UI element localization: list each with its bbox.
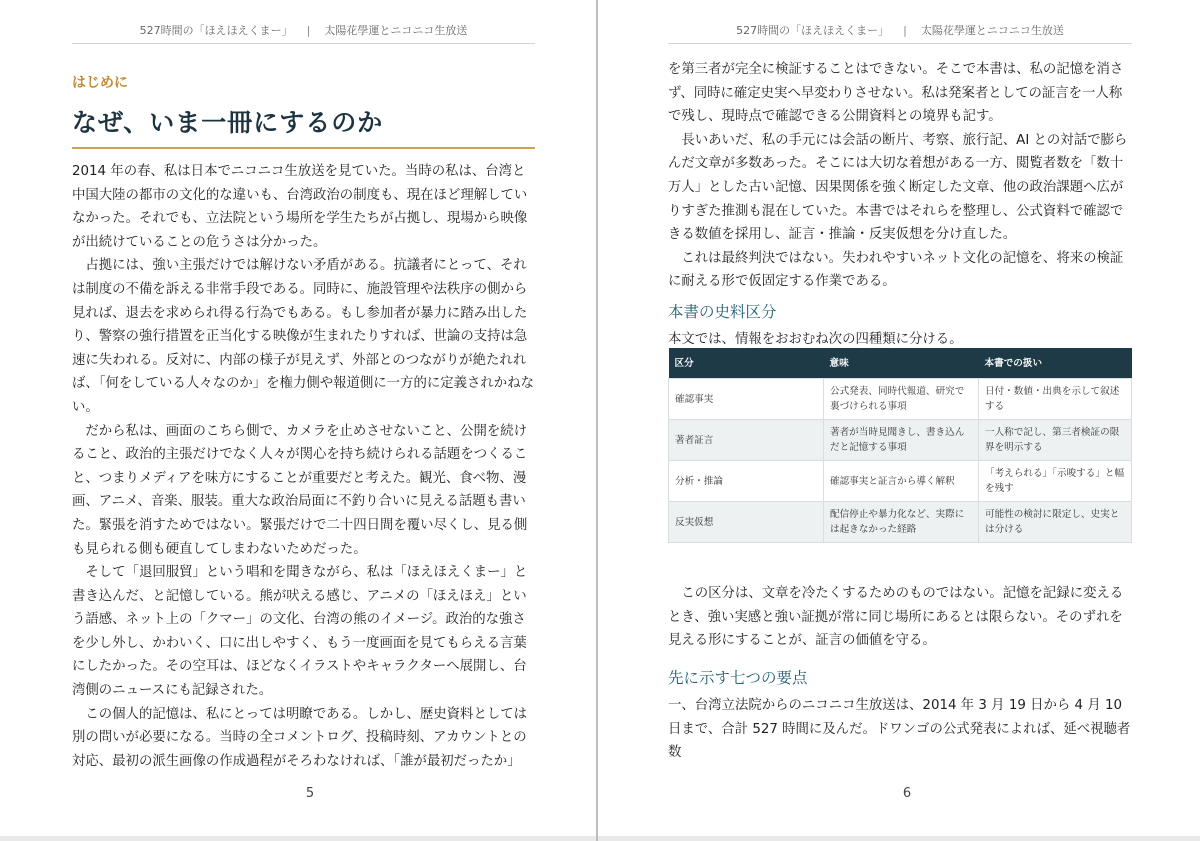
paragraph: これは最終判決ではない。失われやすいネット文化の記憶を、将来の検証に耐える形で仮固定する作業である。 [668, 250, 1124, 290]
page-number-left: 5 [305, 786, 315, 801]
paragraph: 一、台湾立法院からのニコニコ生放送は、2014 年 3 月 19 日から 4 月 10 日まで、合計 527 時間に及んだ。ドワンゴの公式発表によれば、延べ視聴者数 [668, 698, 1131, 761]
table-intro-text: 本文では、情報をおおむね次の四種類に分ける。 [668, 332, 963, 347]
section-label: はじめに [72, 75, 128, 91]
table-row [669, 420, 1132, 461]
running-head-separator: | [306, 24, 311, 37]
paragraph: 占拠には、強い主張だけでは解けない矛盾がある。抗議者にとって、それは制度の不備を訴える非常手段である。同時に、施設管理や法秩序の側から見れば、退去を求められ得る行為でもある。もし参加者が暴力に踏み出したり、警察の強行措置を正当化する映像が生まれたりすれば、世論の支持は急速に失われる。反対に、内部の様子が見えず、外部とのつながりが絶たれれば、「何をしている人々なのか」を権力側や報道側に一方的に定義されかねない。 [72, 258, 534, 415]
running-head-title: 527時間の「ほえほえくまー」 [139, 24, 293, 37]
title-rule [72, 147, 535, 149]
heading-sources: 本書の史料区分 [668, 303, 777, 321]
running-head-rule [668, 43, 1132, 44]
heading-points: 先に示す七つの要点 [668, 669, 808, 687]
right-body-text-top [668, 58, 1132, 294]
table-header-row [669, 348, 1132, 379]
table-header-cell: 区分 [669, 348, 824, 379]
running-head-separator: | [903, 24, 907, 37]
chapter-title: なぜ、いま一冊にするのか [72, 108, 384, 137]
table-header-cell: 意味 [824, 348, 979, 379]
table-cell: 日付・数値・出典を示して叙述する [979, 379, 1132, 420]
table-cell: 可能性の検討に限定し、史実とは分ける [979, 502, 1132, 543]
table-row [669, 461, 1132, 502]
left-body-text [72, 160, 535, 773]
table-row [669, 502, 1132, 543]
table-cell: 分析・推論 [669, 461, 824, 502]
table-cell: 確認事実 [669, 379, 824, 420]
running-head-left [72, 22, 535, 38]
running-head-subtitle: 太陽花學運とニコニコ生放送 [324, 24, 468, 37]
running-head-rule [72, 43, 535, 44]
running-head-subtitle: 太陽花學運とニコニコ生放送 [920, 24, 1064, 37]
paragraph: を第三者が完全に検証することはできない。そこで本書は、私の記憶を消さず、同時に確定史実へ早変わりさせない。私は発案者としての証言を一人称で残し、現時点で確認できる公開資料との境界も記す。 [668, 62, 1124, 125]
table-cell: 著者証言 [669, 420, 824, 461]
paragraph: 2014 年の春、私は日本でニコニコ生放送を見ていた。当時の私は、台湾と中国大陸の都市の文化的な違いも、台湾政治の制度も、現在ほど理解していなかった。それでも、立法院という場所を学生たちが占拠し、現場から映像が出続けていることの危うさは分かった。 [72, 164, 528, 250]
running-head-right [668, 22, 1132, 38]
source-categories-table [668, 348, 1132, 543]
table-cell: 公式発表、同時代報道、研究で裏づけられる事項 [824, 379, 979, 420]
table-cell: 配信停止や暴力化など、実際には起きなかった経路 [824, 502, 979, 543]
right-page [598, 0, 1200, 836]
right-body-text-after-table [668, 582, 1132, 653]
paragraph: そして「退回服貿」という唱和を聞きながら、私は「ほえほえくまー」と書き込んだ、と記憶している。熊が吠える感じ、アニメの「ほえほえ」という語感、ネット上の「クマー」の文化、台湾の熊のイメージ。政治的な強さを少し外し、かわいく、口に出しやすく、もう一度画面を見てもらえる言葉にしたかった。その空耳は、ほどなくイラストやキャラクターへ展開し、台湾側のニュースにも記録された。 [72, 565, 528, 699]
paragraph: 長いあいだ、私の手元には会話の断片、考察、旅行記、AI との対話で膨らんだ文章が多数あった。そこには大切な着想がある一方、閲覧者数を「数十万人」とした古い記憶、因果関係を強く断定した文章、他の政治課題へ広がりすぎた推測も混在していた。本書ではそれらを整理し、公式資料で確認できる数値を採用し、証言・推論・反実仮想を分け直した。 [668, 132, 1128, 243]
page-number-right: 6 [902, 786, 912, 801]
table-cell: 確認事実と証言から導く解釈 [824, 461, 979, 502]
paragraph: この区分は、文章を冷たくするためのものではない。記憶を記録に変えるとき、強い実感と強い証拠が常に同じ場所にあるとは限らない。そのずれを見える形にすることが、証言の価値を守る。 [668, 586, 1124, 649]
running-head-title: 527時間の「ほえほえくまー」 [736, 24, 890, 37]
table-row [669, 379, 1132, 420]
left-page [0, 0, 596, 836]
paragraph: だから私は、画面のこちら側で、カメラを止めさせないこと、公開を続けること、政治的主張だけでなく人々が関心を持ち続けられる話題をつくること、つまりメディアを味方にすることが重要だと考えた。観光、食べ物、漫画、アニメ、音楽、服装。重大な政治局面に不釣り合いに見える話題も書いた。緊張を消すためではない。緊張だけで二十四日間を覆い尽くし、見る側も見られる側も硬直してしまわないためだった。 [72, 423, 528, 557]
table-header-cell: 本書での扱い [979, 348, 1132, 379]
table-cell: 反実仮想 [669, 502, 824, 543]
table-cell: 著者が当時見聞きし、書き込んだと記憶する事項 [824, 420, 979, 461]
right-body-text-points [668, 694, 1132, 765]
paragraph: この個人的記憶は、私にとっては明瞭である。しかし、歴史資料としては別の問いが必要になる。当時の全コメントログ、投稿時刻、アカウントとの対応、最初の派生画像の作成過程がそろわなければ、「誰が最初だったか」 [72, 706, 528, 769]
table-cell: 「考えられる」「示唆する」と幅を残す [979, 461, 1132, 502]
table-cell: 一人称で記し、第三者検証の限界を明示する [979, 420, 1132, 461]
